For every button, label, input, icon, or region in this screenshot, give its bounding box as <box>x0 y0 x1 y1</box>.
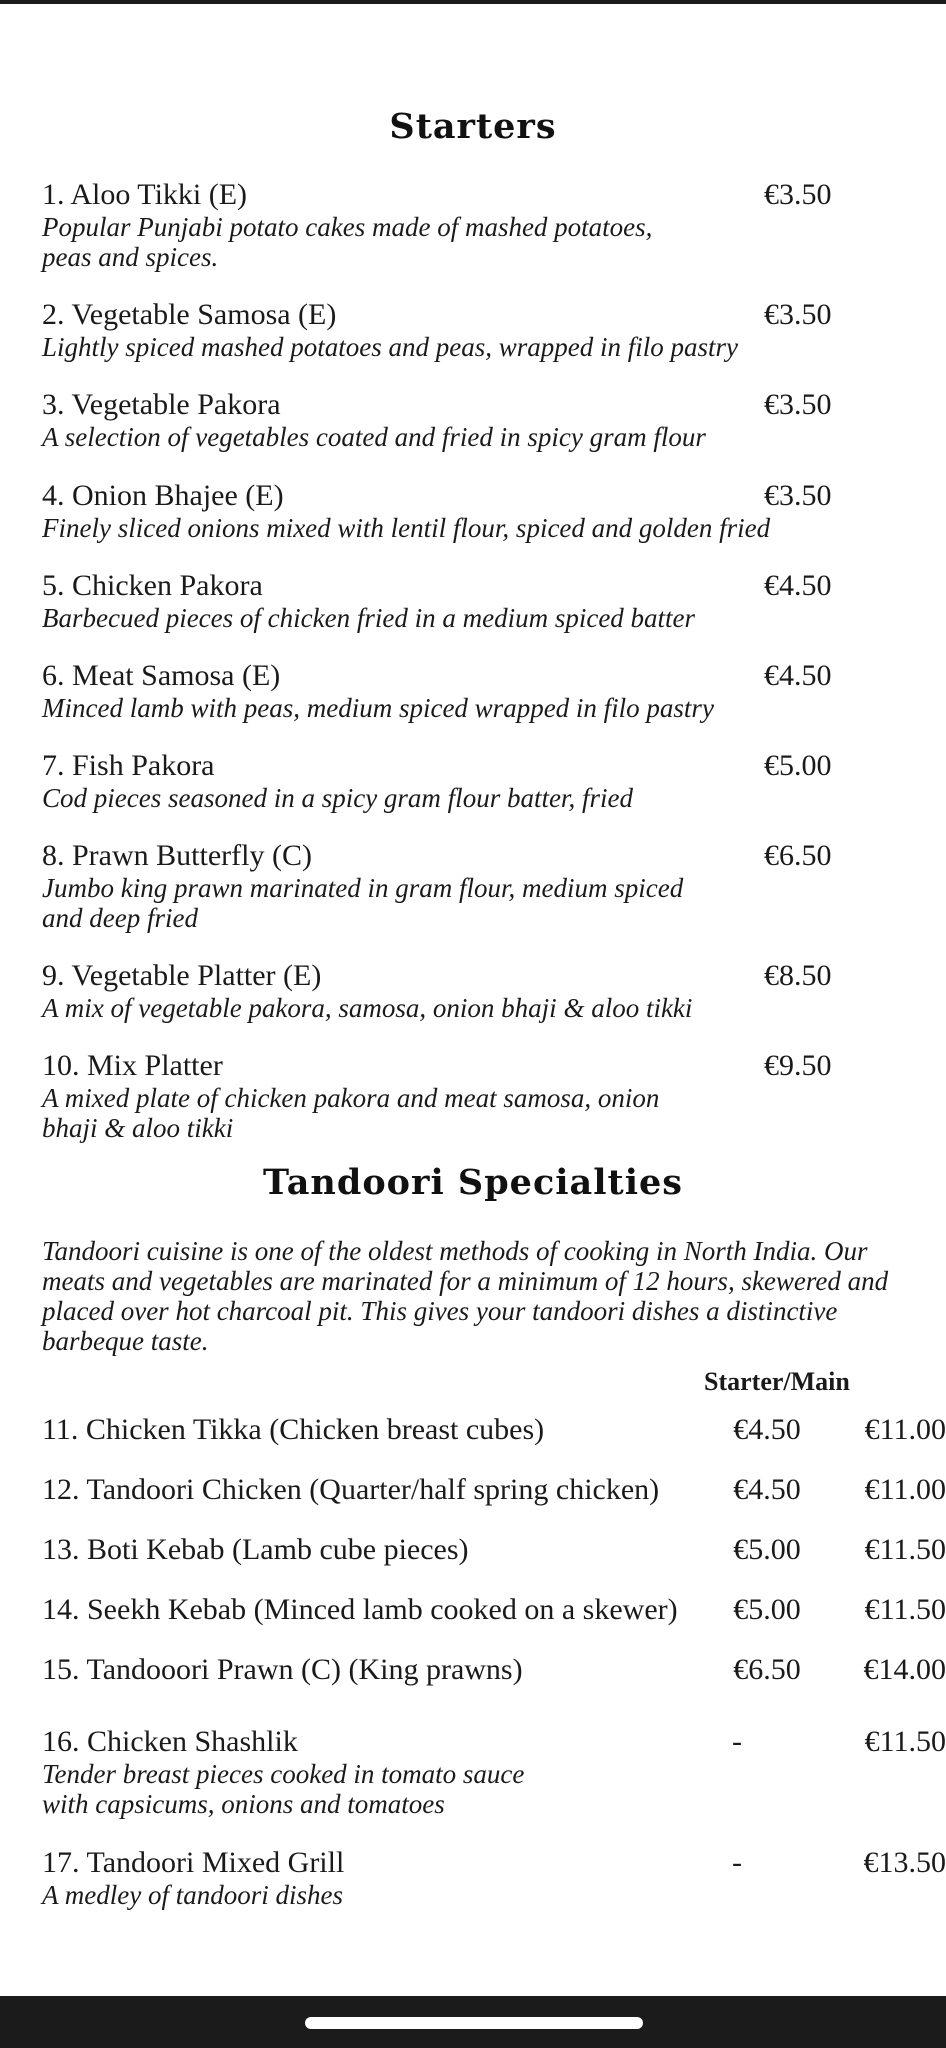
item-name: 1. Aloo Tikki (E) <box>42 178 248 211</box>
tandoori-heading: Tandoori Specialties <box>263 1162 683 1203</box>
item-description: Popular Punjabi potato cakes made of mashed potatoes, peas and spices. <box>42 212 653 272</box>
item-name: 6. Meat Samosa (E) <box>42 659 281 692</box>
home-indicator[interactable] <box>305 2017 643 2029</box>
item-price: €4.50 <box>764 569 832 602</box>
item-description: Tender breast pieces cooked in tomato sauce with capsicums, onions and tomatoes <box>42 1759 525 1819</box>
item-name: 15. Tandooori Prawn (C) (King prawns) <box>42 1653 523 1686</box>
item-name: 5. Chicken Pakora <box>42 569 263 602</box>
main-price: €11.50 <box>864 1725 946 1758</box>
item-name: 16. Chicken Shashlik <box>42 1725 298 1758</box>
tandoori-intro: Tandoori cuisine is one of the oldest methods of cooking in North India. Our meats and vegetables are marinated for a minimum of 12 hours, skewered and placed over hot charcoal pit. This gives your tandoori dishes a distinctive barbeque taste. <box>42 1236 889 1356</box>
item-name: 2. Vegetable Samosa (E) <box>42 298 337 331</box>
main-price: €11.00 <box>864 1473 946 1506</box>
item-price: €9.50 <box>764 1049 832 1082</box>
item-price: €3.50 <box>764 479 832 512</box>
main-price: €14.00 <box>863 1653 946 1686</box>
starter-price: €5.00 <box>733 1533 801 1566</box>
item-price: €5.00 <box>764 749 832 782</box>
item-name: 7. Fish Pakora <box>42 749 215 782</box>
item-description: A medley of tandoori dishes <box>42 1880 343 1910</box>
item-description: Minced lamb with peas, medium spiced wrapped in filo pastry <box>42 693 714 723</box>
item-name: 8. Prawn Butterfly (C) <box>42 839 312 872</box>
item-description: Lightly spiced mashed potatoes and peas, wrapped in filo pastry <box>42 332 738 362</box>
item-description: Barbecued pieces of chicken fried in a medium spiced batter <box>42 603 696 633</box>
item-description: Finely sliced onions mixed with lentil flour, spiced and golden fried <box>42 513 771 543</box>
item-price: €8.50 <box>764 959 832 992</box>
starters-heading: Starters <box>389 106 557 147</box>
starter-price: - <box>732 1725 742 1758</box>
item-description: Jumbo king prawn marinated in gram flour, medium spiced and deep fried <box>42 873 684 933</box>
item-description: Cod pieces seasoned in a spicy gram flour batter, fried <box>42 783 633 813</box>
item-description: A mix of vegetable pakora, samosa, onion bhaji & aloo tikki <box>42 993 693 1023</box>
item-name: 9. Vegetable Platter (E) <box>42 959 322 992</box>
item-price: €3.50 <box>764 178 832 211</box>
starter-main-column-header: Starter/Main <box>704 1367 850 1396</box>
item-name: 13. Boti Kebab (Lamb cube pieces) <box>42 1533 469 1566</box>
main-price: €13.50 <box>863 1846 946 1879</box>
item-name: 17. Tandoori Mixed Grill <box>42 1846 345 1879</box>
main-price: €11.00 <box>864 1413 946 1446</box>
item-price: €3.50 <box>764 298 832 331</box>
main-price: €11.50 <box>864 1593 946 1626</box>
item-price: €6.50 <box>764 839 832 872</box>
item-name: 10. Mix Platter <box>42 1049 223 1082</box>
item-description: A mixed plate of chicken pakora and meat samosa, onion bhaji & aloo tikki <box>42 1083 660 1143</box>
starter-price: - <box>732 1846 742 1879</box>
item-name: 3. Vegetable Pakora <box>42 388 281 421</box>
main-price: €11.50 <box>864 1533 946 1566</box>
starter-price: €4.50 <box>733 1473 801 1506</box>
starter-price: €6.50 <box>733 1653 801 1686</box>
item-name: 11. Chicken Tikka (Chicken breast cubes) <box>42 1413 545 1446</box>
item-price: €3.50 <box>764 388 832 421</box>
starter-price: €5.00 <box>733 1593 801 1626</box>
starter-price: €4.50 <box>733 1413 801 1446</box>
item-description: A selection of vegetables coated and fried in spicy gram flour <box>42 422 706 452</box>
item-name: 12. Tandoori Chicken (Quarter/half spring chicken) <box>42 1473 660 1506</box>
item-name: 4. Onion Bhajee (E) <box>42 479 284 512</box>
top-edge-bar <box>0 0 946 4</box>
item-name: 14. Seekh Kebab (Minced lamb cooked on a skewer) <box>42 1593 678 1626</box>
item-price: €4.50 <box>764 659 832 692</box>
